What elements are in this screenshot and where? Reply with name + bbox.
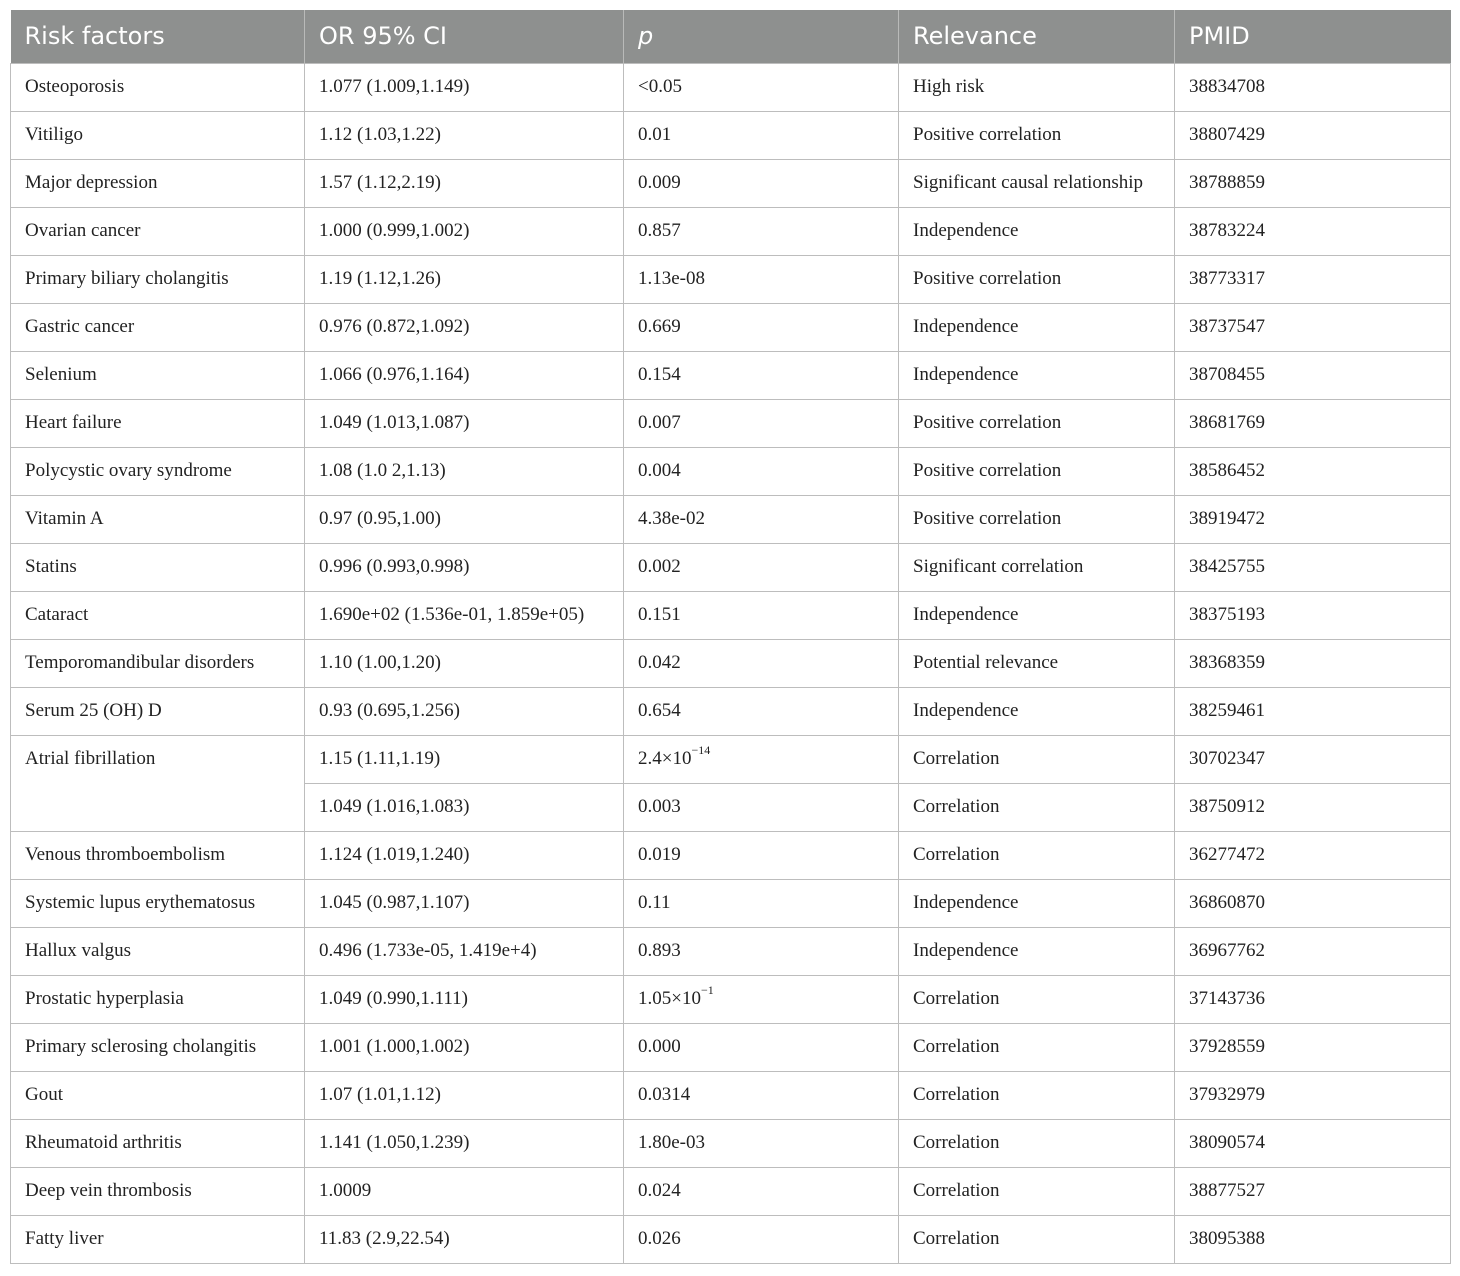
cell-pmid: 36967762 <box>1175 927 1451 975</box>
table-row <box>11 543 1451 591</box>
table-header <box>11 10 1451 63</box>
cell-p-value <box>624 975 899 1023</box>
cell-pmid: 36277472 <box>1175 831 1451 879</box>
cell-pmid: 38737547 <box>1175 303 1451 351</box>
table-row <box>11 207 1451 255</box>
p-value-text: 0.002 <box>638 556 681 577</box>
cell-or-ci: 1.12 (1.03,1.22) <box>305 111 624 159</box>
cell-risk-factor: Temporomandibular disorders <box>11 639 305 687</box>
p-value-text: 0.004 <box>638 460 681 481</box>
table-row <box>11 879 1451 927</box>
header-pmid: PMID <box>1175 10 1451 63</box>
cell-pmid: 38259461 <box>1175 687 1451 735</box>
table-row <box>11 591 1451 639</box>
cell-relevance: Correlation <box>899 735 1175 783</box>
cell-relevance: Potential relevance <box>899 639 1175 687</box>
cell-relevance: Independence <box>899 687 1175 735</box>
cell-p-value <box>624 879 899 927</box>
cell-p-value <box>624 591 899 639</box>
cell-relevance: Independence <box>899 879 1175 927</box>
cell-or-ci: 0.97 (0.95,1.00) <box>305 495 624 543</box>
cell-risk-factor: Hallux valgus <box>11 927 305 975</box>
cell-p-value <box>624 399 899 447</box>
cell-p-value <box>624 495 899 543</box>
p-value-text: 0.019 <box>638 844 681 865</box>
cell-relevance: High risk <box>899 63 1175 111</box>
cell-relevance: Significant causal relationship <box>899 159 1175 207</box>
cell-relevance: Independence <box>899 351 1175 399</box>
cell-pmid: 38783224 <box>1175 207 1451 255</box>
cell-relevance: Positive correlation <box>899 255 1175 303</box>
cell-or-ci: 1.141 (1.050,1.239) <box>305 1119 624 1167</box>
table-row <box>11 63 1451 111</box>
cell-p-value <box>624 1071 899 1119</box>
cell-or-ci: 1.124 (1.019,1.240) <box>305 831 624 879</box>
cell-or-ci: 1.001 (1.000,1.002) <box>305 1023 624 1071</box>
cell-relevance: Independence <box>899 927 1175 975</box>
table-row <box>11 1215 1451 1263</box>
cell-or-ci: 1.049 (1.013,1.087) <box>305 399 624 447</box>
cell-p-value <box>624 159 899 207</box>
cell-pmid: 38425755 <box>1175 543 1451 591</box>
cell-or-ci: 1.15 (1.11,1.19) <box>305 735 624 783</box>
cell-or-ci: 1.077 (1.009,1.149) <box>305 63 624 111</box>
cell-pmid: 38750912 <box>1175 783 1451 831</box>
cell-risk-factor: Primary sclerosing cholangitis <box>11 1023 305 1071</box>
cell-risk-factor: Atrial fibrillation <box>11 735 305 831</box>
cell-risk-factor: Ovarian cancer <box>11 207 305 255</box>
cell-p-value <box>624 303 899 351</box>
cell-risk-factor: Cataract <box>11 591 305 639</box>
cell-or-ci: 1.000 (0.999,1.002) <box>305 207 624 255</box>
cell-risk-factor: Vitamin A <box>11 495 305 543</box>
cell-p-value <box>624 1215 899 1263</box>
cell-or-ci: 0.496 (1.733e-05, 1.419e+4) <box>305 927 624 975</box>
table-row <box>11 399 1451 447</box>
p-value-text: 0.003 <box>638 796 681 817</box>
p-value-text: <0.05 <box>638 76 682 97</box>
cell-pmid: 38090574 <box>1175 1119 1451 1167</box>
cell-or-ci: 1.045 (0.987,1.107) <box>305 879 624 927</box>
cell-pmid: 36860870 <box>1175 879 1451 927</box>
cell-pmid: 37932979 <box>1175 1071 1451 1119</box>
p-value-text: 0.007 <box>638 412 681 433</box>
cell-p-value <box>624 111 899 159</box>
cell-pmid: 38095388 <box>1175 1215 1451 1263</box>
table-row <box>11 1119 1451 1167</box>
cell-or-ci: 1.049 (0.990,1.111) <box>305 975 624 1023</box>
header-or-ci: OR 95% CI <box>305 10 624 63</box>
cell-risk-factor: Fatty liver <box>11 1215 305 1263</box>
cell-p-value <box>624 639 899 687</box>
cell-pmid: 37143736 <box>1175 975 1451 1023</box>
p-value-text: 0.01 <box>638 124 672 145</box>
cell-risk-factor: Polycystic ovary syndrome <box>11 447 305 495</box>
table-row <box>11 927 1451 975</box>
cell-relevance: Independence <box>899 591 1175 639</box>
cell-risk-factor: Statins <box>11 543 305 591</box>
table-row <box>11 831 1451 879</box>
cell-relevance: Correlation <box>899 783 1175 831</box>
p-value-text: 2.4×10 <box>638 748 692 769</box>
p-value-text: 0.024 <box>638 1180 681 1201</box>
table-row <box>11 1071 1451 1119</box>
p-value-text: 0.154 <box>638 364 681 385</box>
cell-p-value <box>624 927 899 975</box>
cell-risk-factor: Heart failure <box>11 399 305 447</box>
header-risk-factors: Risk factors <box>11 10 305 63</box>
p-value-text: 0.0314 <box>638 1084 691 1105</box>
cell-p-value <box>624 735 899 783</box>
cell-p-value <box>624 207 899 255</box>
table-row <box>11 447 1451 495</box>
cell-p-value <box>624 783 899 831</box>
cell-or-ci: 1.049 (1.016,1.083) <box>305 783 624 831</box>
cell-or-ci: 11.83 (2.9,22.54) <box>305 1215 624 1263</box>
p-value-text: 0.669 <box>638 316 681 337</box>
cell-p-value <box>624 63 899 111</box>
p-value-text: 0.042 <box>638 652 681 673</box>
cell-relevance: Independence <box>899 303 1175 351</box>
p-value-text: 0.654 <box>638 700 681 721</box>
cell-p-value <box>624 1167 899 1215</box>
cell-relevance: Positive correlation <box>899 495 1175 543</box>
cell-or-ci: 1.19 (1.12,1.26) <box>305 255 624 303</box>
cell-or-ci: 0.976 (0.872,1.092) <box>305 303 624 351</box>
table-row <box>11 1167 1451 1215</box>
cell-relevance: Correlation <box>899 1167 1175 1215</box>
cell-risk-factor: Systemic lupus erythematosus <box>11 879 305 927</box>
header-relevance: Relevance <box>899 10 1175 63</box>
cell-risk-factor: Osteoporosis <box>11 63 305 111</box>
cell-or-ci: 1.690e+02 (1.536e-01, 1.859e+05) <box>305 591 624 639</box>
cell-or-ci: 1.066 (0.976,1.164) <box>305 351 624 399</box>
cell-pmid: 38807429 <box>1175 111 1451 159</box>
p-value-text: 0.000 <box>638 1036 681 1057</box>
cell-risk-factor: Deep vein thrombosis <box>11 1167 305 1215</box>
cell-risk-factor: Selenium <box>11 351 305 399</box>
cell-or-ci: 1.08 (1.0 2,1.13) <box>305 447 624 495</box>
p-value-exponent: −1 <box>700 982 714 997</box>
p-value-exponent: −14 <box>691 742 711 757</box>
table-row <box>11 1023 1451 1071</box>
p-value-text: 1.13e-08 <box>638 268 706 289</box>
cell-relevance: Independence <box>899 207 1175 255</box>
header-p-value: p <box>624 10 899 63</box>
cell-pmid: 38773317 <box>1175 255 1451 303</box>
cell-p-value <box>624 687 899 735</box>
cell-risk-factor: Rheumatoid arthritis <box>11 1119 305 1167</box>
cell-risk-factor: Serum 25 (OH) D <box>11 687 305 735</box>
cell-p-value <box>624 447 899 495</box>
cell-pmid: 38834708 <box>1175 63 1451 111</box>
table-row <box>11 111 1451 159</box>
cell-or-ci: 1.07 (1.01,1.12) <box>305 1071 624 1119</box>
table-row <box>11 495 1451 543</box>
cell-relevance: Correlation <box>899 1215 1175 1263</box>
cell-relevance: Correlation <box>899 831 1175 879</box>
cell-or-ci: 1.10 (1.00,1.20) <box>305 639 624 687</box>
cell-risk-factor: Major depression <box>11 159 305 207</box>
risk-factor-table-container <box>10 10 1450 1264</box>
cell-or-ci: 0.93 (0.695,1.256) <box>305 687 624 735</box>
cell-p-value <box>624 255 899 303</box>
table-row <box>11 735 1451 783</box>
cell-or-ci: 1.0009 <box>305 1167 624 1215</box>
cell-relevance: Correlation <box>899 975 1175 1023</box>
table-row <box>11 639 1451 687</box>
cell-p-value <box>624 1023 899 1071</box>
cell-relevance: Correlation <box>899 1023 1175 1071</box>
table-row <box>11 255 1451 303</box>
cell-risk-factor: Gout <box>11 1071 305 1119</box>
cell-relevance: Correlation <box>899 1119 1175 1167</box>
table-row <box>11 975 1451 1023</box>
cell-or-ci: 1.57 (1.12,2.19) <box>305 159 624 207</box>
cell-pmid: 30702347 <box>1175 735 1451 783</box>
cell-pmid: 38708455 <box>1175 351 1451 399</box>
p-value-text: 4.38e-02 <box>638 508 706 529</box>
cell-pmid: 38919472 <box>1175 495 1451 543</box>
p-value-text: 0.151 <box>638 604 681 625</box>
table-row <box>11 351 1451 399</box>
cell-pmid: 38877527 <box>1175 1167 1451 1215</box>
p-value-text: 1.80e-03 <box>638 1132 706 1153</box>
cell-risk-factor: Prostatic hyperplasia <box>11 975 305 1023</box>
p-value-text: 1.05×10 <box>638 988 701 1009</box>
table-row <box>11 159 1451 207</box>
cell-p-value <box>624 831 899 879</box>
cell-or-ci: 0.996 (0.993,0.998) <box>305 543 624 591</box>
cell-relevance: Correlation <box>899 1071 1175 1119</box>
table-row <box>11 687 1451 735</box>
table-row <box>11 303 1451 351</box>
cell-pmid: 38586452 <box>1175 447 1451 495</box>
p-value-text: 0.857 <box>638 220 681 241</box>
cell-pmid: 38681769 <box>1175 399 1451 447</box>
risk-factor-table <box>10 10 1451 1264</box>
p-value-text: 0.11 <box>638 892 671 913</box>
cell-relevance: Significant correlation <box>899 543 1175 591</box>
cell-p-value <box>624 543 899 591</box>
p-value-text: 0.026 <box>638 1228 681 1249</box>
header-row <box>11 10 1451 63</box>
cell-risk-factor: Venous thromboembolism <box>11 831 305 879</box>
table-body <box>11 63 1451 1263</box>
cell-pmid: 38368359 <box>1175 639 1451 687</box>
p-value-text: 0.009 <box>638 172 681 193</box>
p-value-text: 0.893 <box>638 940 681 961</box>
cell-pmid: 38788859 <box>1175 159 1451 207</box>
cell-pmid: 38375193 <box>1175 591 1451 639</box>
cell-relevance: Positive correlation <box>899 447 1175 495</box>
cell-p-value <box>624 351 899 399</box>
cell-risk-factor: Vitiligo <box>11 111 305 159</box>
cell-risk-factor: Gastric cancer <box>11 303 305 351</box>
cell-p-value <box>624 1119 899 1167</box>
cell-relevance: Positive correlation <box>899 111 1175 159</box>
cell-relevance: Positive correlation <box>899 399 1175 447</box>
cell-risk-factor: Primary biliary cholangitis <box>11 255 305 303</box>
cell-pmid: 37928559 <box>1175 1023 1451 1071</box>
